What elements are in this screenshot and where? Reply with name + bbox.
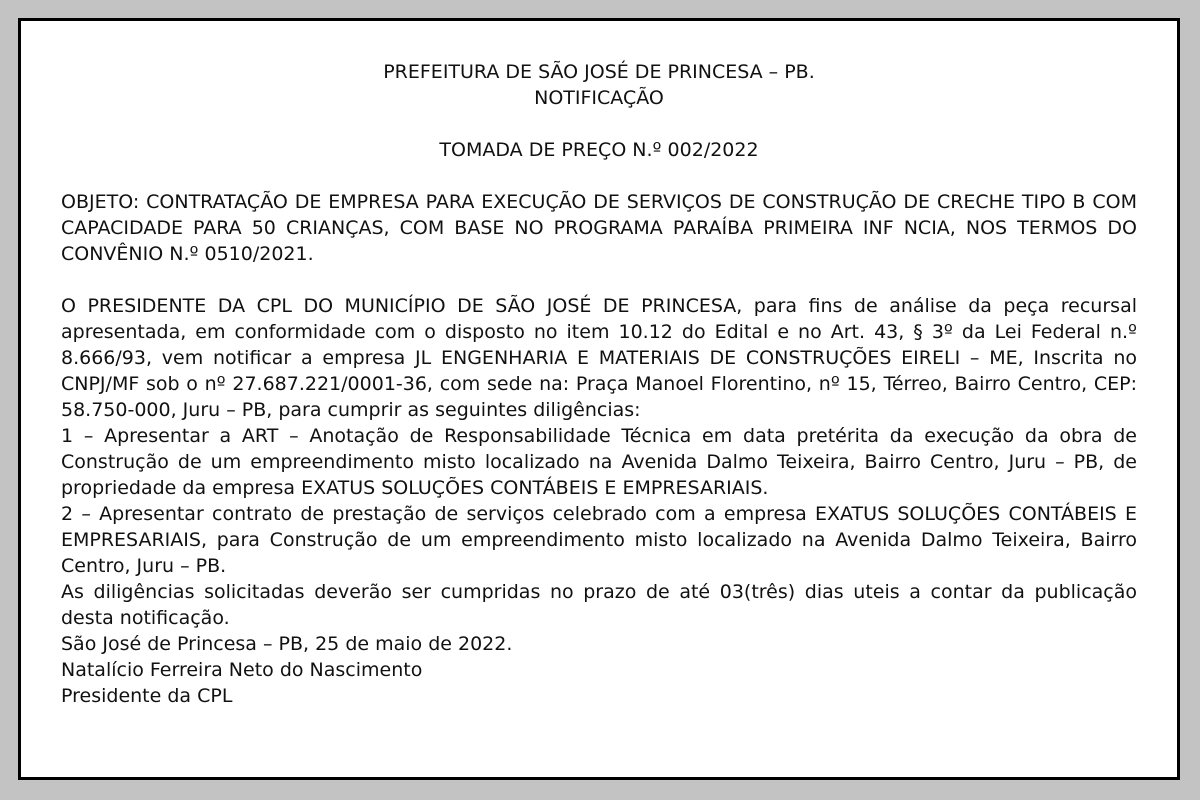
body-paragraph: O PRESIDENTE DA CPL DO MUNICÍPIO DE SÃO JOSÉ DE PRINCESA, para fins de análise da peça recursal apresentada, em conformidade com o disposto no item 10.12 do Edital e no Art. 43, § 3º da Lei Federal n.º 8.666/93, vem notificar a empresa JL ENGENHARIA E MATERIAIS DE CONSTRUÇÕES EIRELI – ME, Inscrita no CNPJ/MF sob o nº 27.687.221/0001-36, com sede na: Praça Manoel Florentino, nº 15, Térreo, Bairro Centro, CEP: 58.750-000, Juru – PB, para cumprir as seguintes diligências: xyxy=(61,295,1137,421)
signatory-role: Presidente da CPL xyxy=(61,685,233,707)
diligence-item-2: 2 – Apresentar contrato de prestação de serviços celebrado com a empresa EXATUS SOLUÇÕES CONTÁBEIS E EMPRESARIAIS, para Construção de um empreendimento misto localizado na Avenida Dalmo Teixeira, Bairro Centro, Juru – PB. xyxy=(61,503,1137,577)
deadline-paragraph: As diligências solicitadas deverão ser cumpridas no prazo de até 03(três) dias uteis a contar da publicação desta notificação. xyxy=(61,581,1137,629)
notice-frame xyxy=(18,18,1180,780)
objeto-paragraph: OBJETO: CONTRATAÇÃO DE EMPRESA PARA EXECUÇÃO DE SERVIÇOS DE CONSTRUÇÃO DE CRECHE TIPO B COM CAPACIDADE PARA 50 CRIANÇAS, COM BASE NO PROGRAMA PARAÍBA PRIMEIRA INF NCIA, NOS TERMOS DO CONVÊNIO N.º 0510/2021. xyxy=(61,191,1137,265)
notice-content xyxy=(61,59,1137,709)
spacer xyxy=(61,111,1137,137)
diligence-item-1: 1 – Apresentar a ART – Anotação de Responsabilidade Técnica em data pretérita da execução da obra de Construção de um empreendimento misto localizado na Avenida Dalmo Teixeira, Bairro Centro, Juru – PB, de propriedade da empresa EXATUS SOLUÇÕES CONTÁBEIS E EMPRESARIAIS. xyxy=(61,425,1137,499)
tomada-de-preco: TOMADA DE PREÇO N.º 002/2022 xyxy=(439,139,759,161)
spacer xyxy=(61,163,1137,189)
spacer xyxy=(61,267,1137,293)
signatory-name: Natalício Ferreira Neto do Nascimento xyxy=(61,659,423,681)
header-title: NOTIFICAÇÃO xyxy=(534,87,664,109)
header-city: PREFEITURA DE SÃO JOSÉ DE PRINCESA – PB. xyxy=(383,61,815,83)
place-date: São José de Princesa – PB, 25 de maio de 2022. xyxy=(61,633,513,655)
